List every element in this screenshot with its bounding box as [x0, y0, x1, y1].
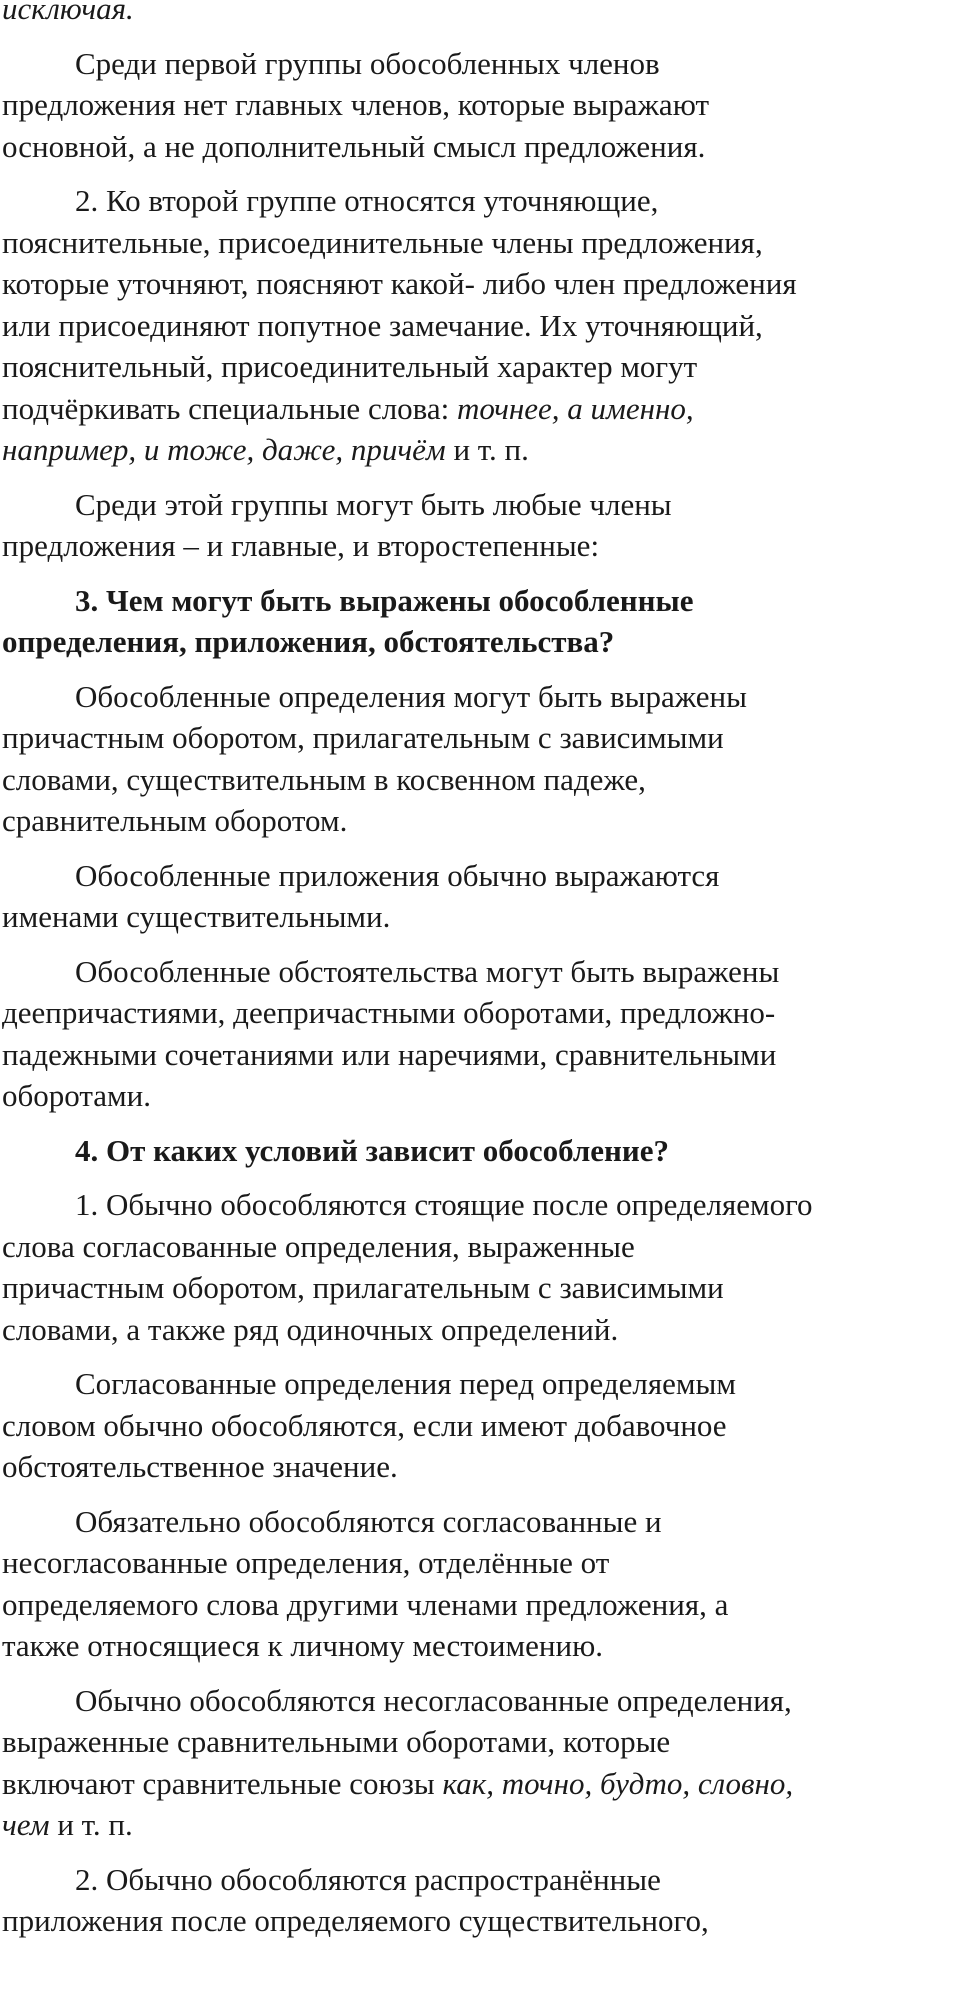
text-line: приложения после определяемого существительного, — [2, 1903, 709, 1938]
text-line: предложения – и главные, и второстепенные: — [2, 528, 600, 563]
text-line: словами, а также ряд одиночных определений. — [2, 1311, 619, 1347]
paragraph-fragment — [2, 0, 960, 30]
text-line: Обособленные приложения обычно выражаются — [75, 857, 720, 893]
italic-run: точнее, а именно, — [457, 390, 694, 426]
section-heading — [2, 580, 960, 663]
text-line: несогласованные определения, отделённые от — [2, 1545, 610, 1580]
heading-line: 4. От каких условий зависит обособление? — [75, 1132, 669, 1168]
italic-run: как, точно, будто, словно, — [442, 1765, 794, 1801]
italic-word: исключая. — [2, 0, 134, 26]
text-line: Обычно обособляются несогласованные определения, — [75, 1682, 792, 1718]
text-line: Обособленные определения могут быть выражены — [75, 678, 747, 714]
text-line: основной, а не дополнительный смысл предложения. — [2, 128, 706, 164]
text-line: сравнительным оборотом. — [2, 803, 348, 838]
text-line: 2. Обычно обособляются распространённые — [75, 1861, 661, 1897]
text-line: деепричастиями, деепричастными оборотами, предложно- — [2, 995, 776, 1030]
text-line: 1. Обычно обособляются стоящие после определяемого — [75, 1187, 813, 1222]
text-run: и т. п. — [49, 1807, 133, 1842]
paragraph — [2, 43, 960, 168]
text-run: и т. п. — [445, 432, 529, 467]
text-run: включают сравнительные союзы — [2, 1765, 443, 1801]
text-line: 2. Ко второй группе относятся уточняющие, — [75, 183, 659, 218]
text-line: словом обычно обособляются, если имеют добавочное — [2, 1407, 727, 1443]
paragraph — [2, 1363, 960, 1488]
paragraph — [2, 1501, 960, 1667]
paragraph — [2, 1680, 960, 1846]
text-line: Среди этой группы могут быть любые члены — [75, 486, 672, 522]
text-line — [2, 1763, 960, 1805]
text-line: слова согласованные определения, выраженные — [2, 1228, 635, 1264]
paragraph — [2, 180, 960, 471]
text-line: выраженные сравнительными оборотами, которые — [2, 1724, 671, 1759]
text-line: которые уточняют, поясняют какой- либо член предложения — [2, 266, 797, 301]
paragraph — [2, 951, 960, 1117]
text-line: причастным оборотом, прилагательным с зависимыми — [2, 720, 724, 755]
text-line: падежными сочетаниями или наречиями, сравнительными — [2, 1036, 777, 1072]
text-line: пояснительные, присоединительные члены предложения, — [2, 224, 763, 260]
text-line: Обособленные обстоятельства могут быть выражены — [75, 953, 780, 989]
heading-line: 3. Чем могут быть выражены обособленные — [75, 582, 694, 618]
italic-run: например, и тоже, даже, причём — [2, 432, 446, 467]
text-line — [2, 388, 960, 430]
text-line: Среди первой группы обособленных членов — [75, 45, 660, 81]
italic-run: чем — [2, 1807, 50, 1842]
text-line: определяемого слова другими членами предложения, а — [2, 1586, 729, 1622]
text-line: пояснительный, присоединительный характер могут — [2, 349, 698, 384]
text-line: причастным оборотом, прилагательным с зависимыми — [2, 1270, 724, 1305]
text-line: или присоединяют попутное замечание. Их уточняющий, — [2, 307, 763, 343]
text-line: также относящиеся к личному местоимению. — [2, 1628, 603, 1663]
heading-line: определения, приложения, обстоятельства? — [2, 624, 615, 659]
text-line: Согласованные определения перед определяемым — [75, 1366, 736, 1401]
text-line — [2, 1804, 960, 1846]
text-line: обстоятельственное значение. — [2, 1449, 398, 1484]
text-line: Обязательно обособляются согласованные и — [75, 1503, 662, 1539]
section-heading — [2, 1130, 960, 1172]
text-line: предложения нет главных членов, которые выражают — [2, 87, 709, 122]
text-line — [2, 429, 960, 471]
paragraph — [2, 676, 960, 842]
text-run: подчёркивать специальные слова: — [2, 390, 458, 426]
paragraph — [2, 484, 960, 567]
text-line: именами существительными. — [2, 899, 391, 934]
text-line: оборотами. — [2, 1078, 152, 1113]
paragraph — [2, 1859, 960, 1942]
paragraph — [2, 855, 960, 938]
paragraph — [2, 1184, 960, 1350]
text-line: словами, существительным в косвенном падеже, — [2, 761, 646, 797]
